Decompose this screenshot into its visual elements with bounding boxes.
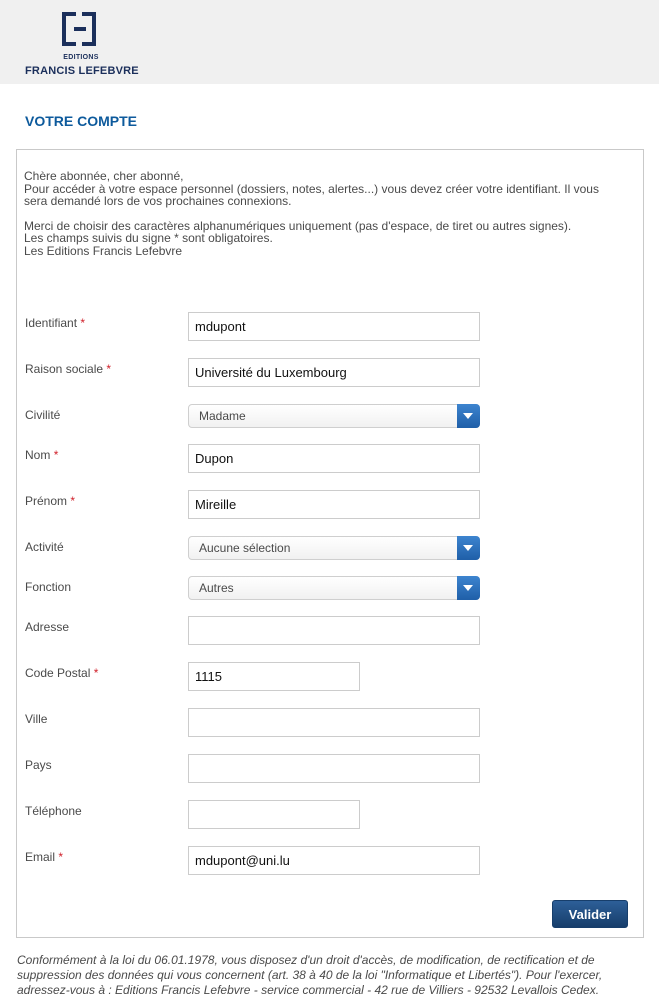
activite-selected: Aucune sélection [199,541,291,555]
ville-input[interactable] [188,708,480,737]
intro-signature: Les Editions Francis Lefebvre [24,243,183,258]
civilite-selected: Madame [199,409,246,423]
label-code-postal [25,666,98,680]
logo-brand-text: FRANCIS LEFEBVRE [25,65,139,77]
prenom-input[interactable] [188,490,480,519]
chevron-down-icon[interactable] [457,536,480,560]
intro-required-note: Les champs suivis du signe * sont obligatoires. [24,231,273,245]
label-activite: Activité [25,540,64,554]
intro-paragraph: Pour accéder à votre espace personnel (dossiers, notes, alertes...) vous devez créer votre identifiant. Il vous sera demandé lors de vos prochaines connexions. [24,181,599,208]
code-postal-input[interactable] [188,662,360,691]
label-civilite: Civilité [25,408,61,422]
required-marker: * [106,362,112,376]
required-marker: * [93,666,99,680]
label-raison-sociale [25,362,111,376]
fonction-selected: Autres [199,581,234,595]
label-raison-sociale-text: Raison sociale [25,362,104,376]
activite-select[interactable] [188,536,480,560]
label-nom-text: Nom [25,448,51,462]
fonction-select[interactable] [188,576,480,600]
adresse-input[interactable] [188,616,480,645]
valider-button[interactable]: Valider [552,900,628,928]
label-pays: Pays [25,758,52,772]
header-bar [0,0,659,84]
telephone-input[interactable] [188,800,360,829]
required-marker: * [53,448,59,462]
intro-charset-note: Merci de choisir des caractères alphanumériques uniquement (pas d'espace, de tiret ou autres signes). [24,218,572,233]
page-title: VOTRE COMPTE [25,113,138,129]
brand-logo[interactable] [25,8,140,80]
label-prenom-text: Prénom [25,494,68,508]
label-identifiant-text: Identifiant [25,316,78,330]
fl-logo-icon [60,10,98,50]
label-fonction: Fonction [25,580,72,594]
label-email-text: Email [25,850,56,864]
pays-input[interactable] [188,754,480,783]
identifiant-input[interactable] [188,312,480,341]
raison-sociale-input[interactable] [188,358,480,387]
label-ville: Ville [25,712,48,726]
required-marker: * [58,850,64,864]
label-nom [25,448,58,462]
required-marker: * [80,316,86,330]
civilite-select[interactable] [188,404,480,428]
legal-notice: Conformément à la loi du 06.01.1978, vous disposez d'un droit d'accès, de modification, de rectification et de suppression des données qui vous concernent (art. 38 à 40 de la loi "Informatique et Libertés"). Pour l'exercer, adressez-vous à : Editions Francis Lefebvre - service commercial - 42 rue de Villiers - 92532 Levallois Cedex. [17,953,603,997]
label-identifiant [25,316,85,330]
nom-input[interactable] [188,444,480,473]
chevron-down-icon[interactable] [457,576,480,600]
intro-greeting: Chère abonnée, cher abonné, [24,169,184,183]
required-marker: * [70,494,76,508]
label-prenom [25,494,75,508]
label-email [25,850,63,864]
email-input[interactable] [188,846,480,875]
label-adresse: Adresse [25,620,70,634]
intro-text [24,170,624,257]
label-code-postal-text: Code Postal [25,666,91,680]
label-telephone: Téléphone [25,804,82,818]
logo-editions-text: EDITIONS [63,54,99,61]
chevron-down-icon[interactable] [457,404,480,428]
